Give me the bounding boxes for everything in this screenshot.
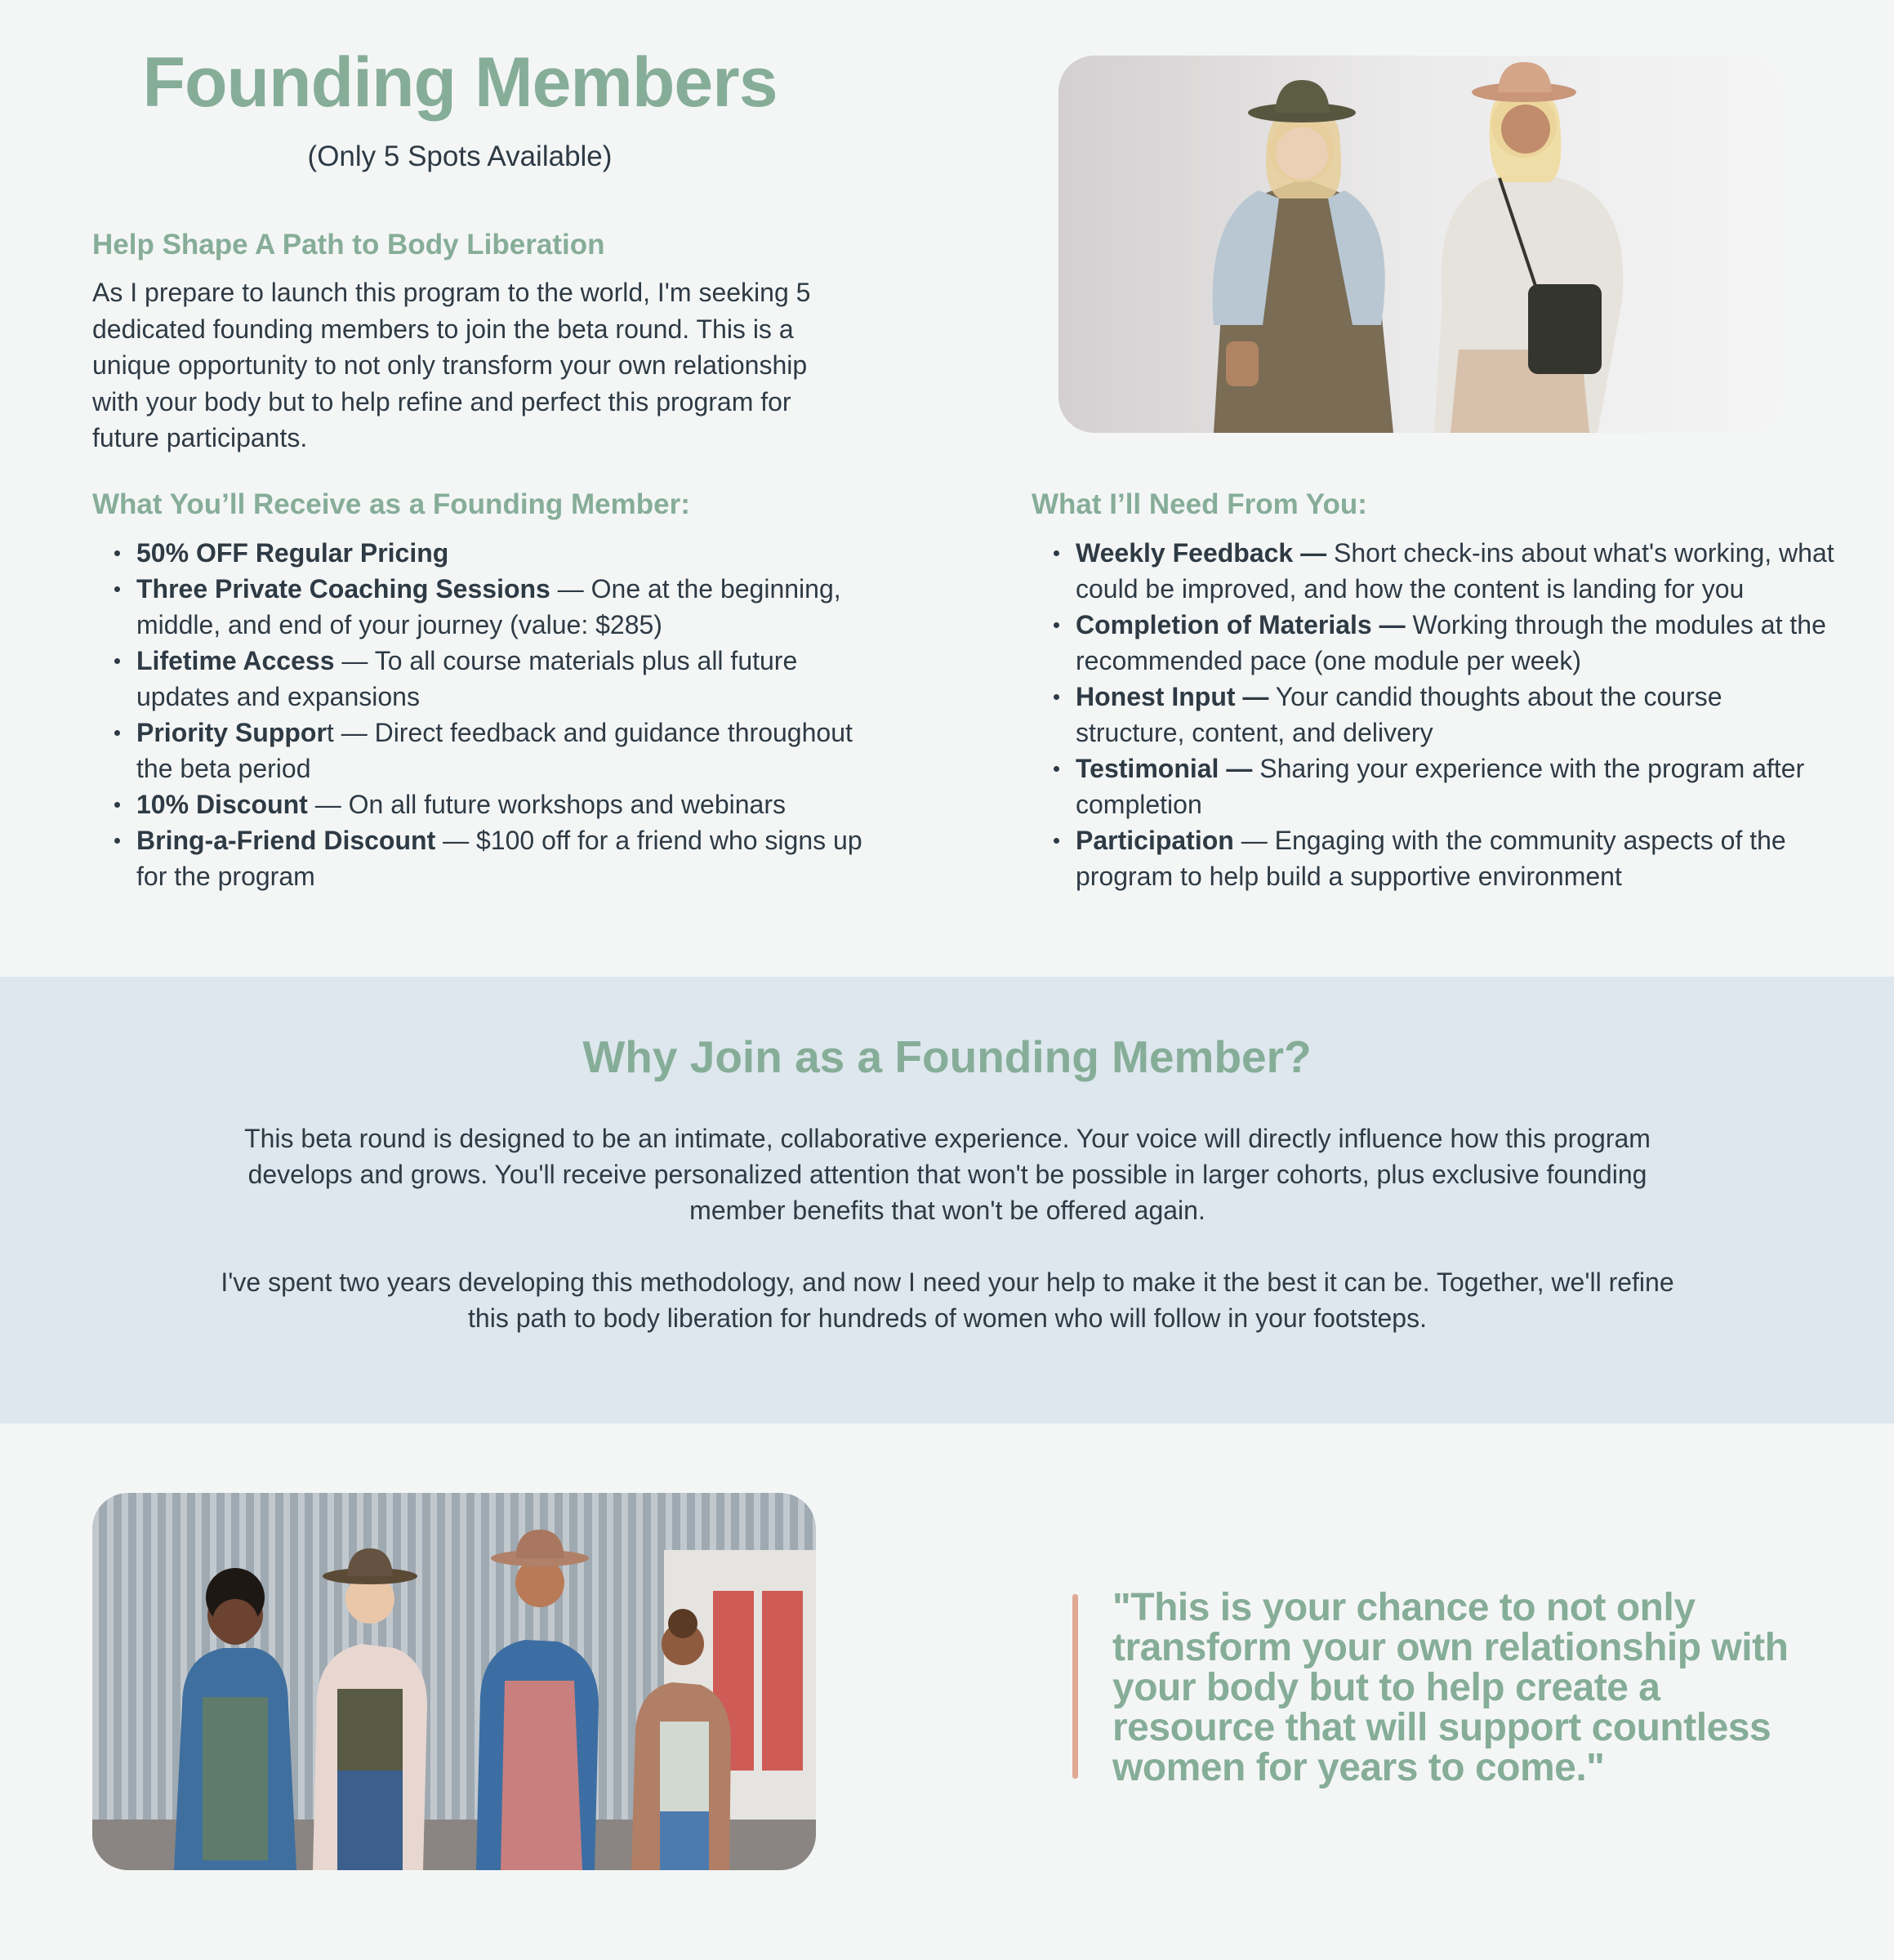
benefit-text: t — Direct feedback and guidance throughout the beta period	[136, 718, 853, 783]
list-item	[136, 786, 896, 822]
needs-list	[1032, 535, 1835, 894]
shape-heading: Help Shape A Path to Body Liberation	[92, 229, 605, 261]
benefit-title: 50% OFF Regular Pricing	[136, 538, 449, 568]
need-text: Sharing your experience with the program after completion	[1076, 754, 1805, 819]
why-join-section	[0, 977, 1894, 1423]
why-paragraph-2: I've spent two years developing this methodology, and now I need your help to make it the best it can be. Together, we'll refine this path to body liberation for hundreds of women who will follow in your footsteps.	[221, 1267, 1674, 1333]
why-paragraph-1: This beta round is designed to be an intimate, collaborative experience. Your voice will directly influence how this program develops and grows. You'll receive personalized attention that won't be possible in larger cohorts, plus exclusive founding member benefits that won't be offered again.	[244, 1124, 1651, 1225]
need-text: — Engaging with the community aspects of the program to help build a supportive environment	[1076, 826, 1786, 891]
list-item	[136, 571, 896, 643]
benefit-text: — On all future workshops and webinars	[307, 790, 786, 819]
benefit-title: Bring-a-Friend Discount	[136, 826, 436, 855]
page-title: Founding Members	[142, 43, 778, 122]
benefit-text: — $100 off for a friend who signs up for the program	[136, 826, 862, 891]
shape-paragraph: As I prepare to launch this program to the world, I'm seeking 5 dedicated founding members to join the beta round. This is a unique opportunity to not only transform your own relationship with your body but to help refine and perfect this program for future participants.	[92, 278, 811, 452]
list-item	[1076, 751, 1835, 822]
benefit-title: Three Private Coaching Sessions	[136, 574, 550, 604]
benefit-title: Priority Suppor	[136, 718, 327, 747]
benefit-text: — One at the beginning, middle, and end of your journey (value: $285)	[136, 574, 841, 639]
list-item	[1076, 822, 1835, 894]
need-title: Testimonial —	[1076, 754, 1253, 783]
page-subtitle: (Only 5 Spots Available)	[307, 140, 613, 172]
group-photo	[92, 1493, 816, 1870]
list-item	[136, 535, 896, 571]
receive-heading: What You’ll Receive as a Founding Member:	[92, 488, 690, 520]
need-title: Completion of Materials —	[1076, 610, 1406, 639]
list-item	[136, 822, 896, 894]
need-text: Short check-ins about what's working, what could be improved, and how the content is landing for you	[1076, 538, 1834, 604]
benefits-list	[92, 535, 896, 894]
needs-heading: What I’ll Need From You:	[1032, 488, 1367, 520]
benefit-text: — To all course materials plus all future updates and expansions	[136, 646, 798, 711]
hero-photo	[1058, 56, 1782, 433]
list-item	[1076, 679, 1835, 751]
list-item	[1076, 607, 1835, 679]
list-item	[136, 715, 896, 786]
list-item	[136, 643, 896, 715]
benefit-title: 10% Discount	[136, 790, 308, 819]
need-text: Your candid thoughts about the course structure, content, and delivery	[1076, 682, 1722, 747]
benefit-title: Lifetime Access	[136, 646, 335, 675]
quote-accent-bar	[1072, 1594, 1078, 1779]
need-title: Honest Input —	[1076, 682, 1269, 711]
pull-quote: "This is your chance to not only transform your own relationship with your body but to help create a resource that will support countless women for years to come."	[1112, 1586, 1789, 1789]
why-heading: Why Join as a Founding Member?	[582, 1031, 1312, 1082]
need-title: Weekly Feedback —	[1076, 538, 1327, 568]
founding-members-section	[0, 0, 1894, 977]
need-text: Working through the modules at the recommended pace (one module per week)	[1076, 610, 1826, 675]
list-item	[1076, 535, 1835, 607]
need-title: Participation	[1076, 826, 1234, 855]
